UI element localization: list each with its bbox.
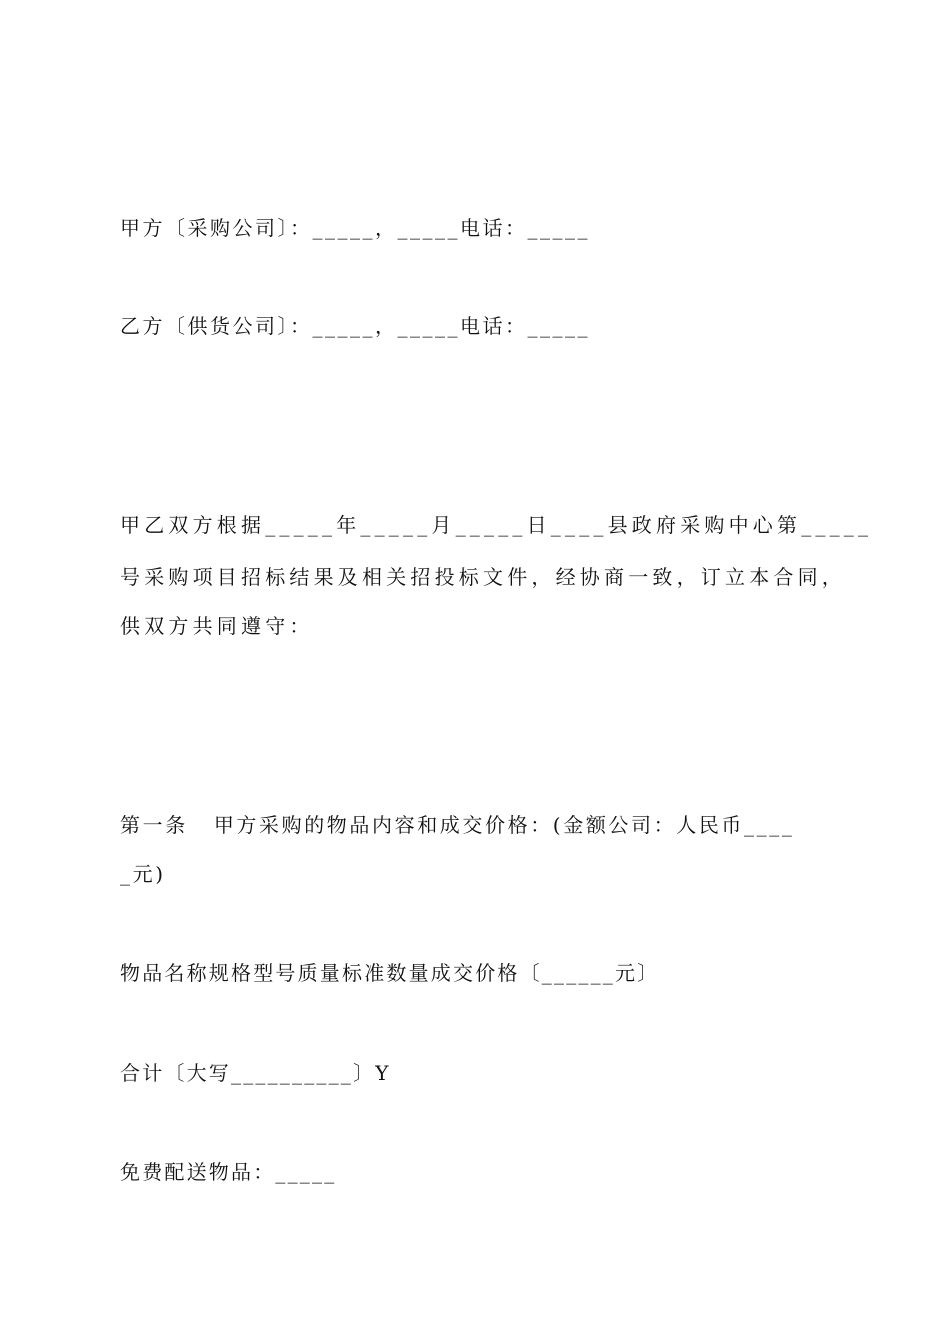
party-b-line: 乙方〔供货公司〕：_____，_____电话：_____	[120, 314, 590, 338]
article-1-text: 甲方采购的物品内容和成交价格：(金额公司：人民币____	[213, 813, 795, 837]
article-1-heading: 第一条	[120, 813, 188, 837]
items-table-header: 物品名称规格型号质量标准数量成交价格〔______元〕	[120, 961, 660, 985]
party-a-line: 甲方〔采购公司〕：_____，_____电话：_____	[120, 216, 590, 240]
preamble-line-1: 甲乙双方根据_____年_____月_____日____县政府采购中心第_____	[120, 513, 873, 537]
free-delivery-line: 免费配送物品：_____	[120, 1160, 337, 1184]
total-line: 合计〔大写__________〕Y	[120, 1061, 391, 1085]
article-1-line-2: _元)	[120, 862, 166, 886]
preamble-line-3: 供双方共同遵守：	[120, 614, 314, 638]
preamble-line-2: 号采购项目招标结果及相关招投标文件，经协商一致，订立本合同，	[120, 565, 846, 589]
article-1-line-1	[120, 813, 794, 837]
